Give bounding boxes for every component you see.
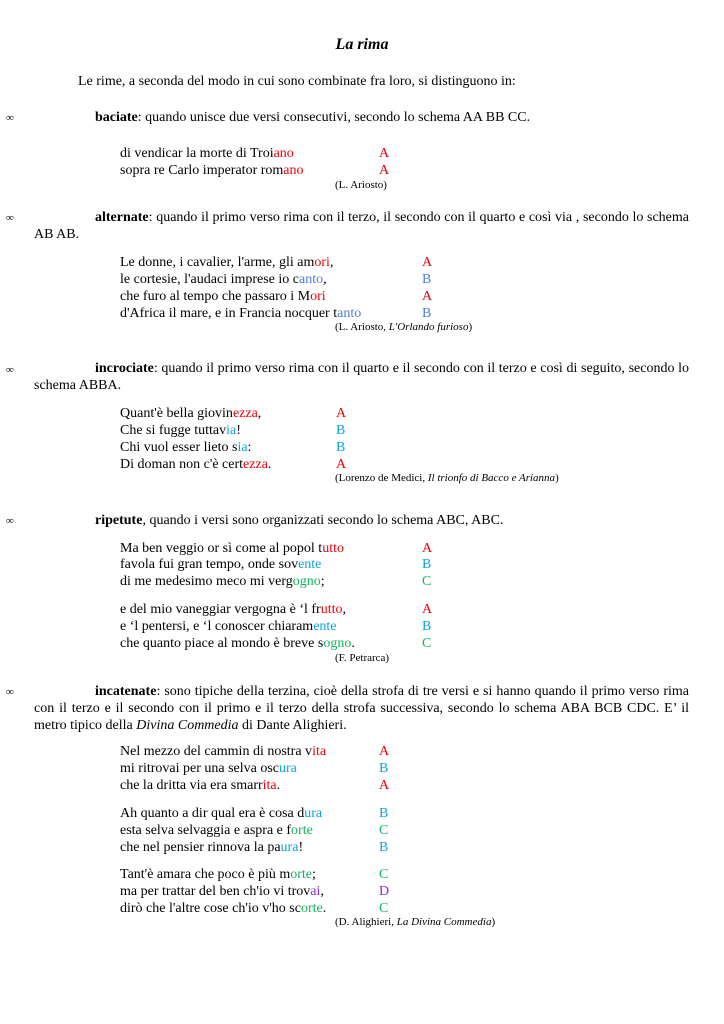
verse-line: Le donne, i cavalier, l'arme, gli amori, [120, 255, 334, 270]
verse-line: che nel pensier rinnova la paura! [120, 840, 304, 855]
verse-line: e ‘l pentersi, e ‘l conoscer chiaramente [120, 619, 337, 634]
verse-line: favola fui gran tempo, onde sovente [120, 557, 322, 572]
rhyme-letter: A [379, 778, 390, 793]
rhyme-ending: ente [313, 619, 337, 634]
intro-paragraph: Le rime, a seconda del modo in cui sono combinate fra loro, si distinguono in: [78, 74, 516, 89]
rhyme-letter: C [422, 636, 432, 651]
verse-line: Ma ben veggio or sì come al popol tutto [120, 541, 344, 556]
section-incatenate-heading: incatenate: sono tipiche della terzina, cioè della strofa di tre versi e si hanno quando il primo verso rima con il terzo e il secondo con il primo e il terzo della strofa successiva, secondo lo schema ABA BCB CDC. E’ il metro tipico della Divina Commedia di Dante Alighieri. [34, 684, 689, 733]
verse-line: Chi vuol esser lieto sia: [120, 440, 252, 455]
rhyme-ending: orte [290, 867, 313, 882]
rhyme-ending: utto [322, 541, 344, 556]
rhyme-letter: A [422, 255, 433, 270]
definition: : sono tipiche della terzina, cioè della strofa di tre versi e si hanno quando il primo verso rima con il terzo e il secondo con il primo e il terzo della strofa successiva, secondo lo schema ABA BCB CDC. E’ il metro tipico della [34, 684, 689, 733]
citation: (F. Petrarca) [335, 652, 390, 664]
bullet-icon: ∞ [6, 364, 14, 376]
page-title: La rima [335, 36, 389, 53]
rhyme-ending: utto [320, 602, 343, 617]
rhyme-ending: ogno [323, 636, 352, 651]
rhyme-ending: ori [310, 289, 326, 304]
rhyme-letter: B [422, 619, 432, 634]
bullet-icon: ∞ [6, 212, 14, 224]
verse-line: Tant'è amara che poco è più morte; [120, 867, 316, 882]
rhyme-ending: ura [280, 840, 299, 855]
verse-line: che quanto piace al mondo è breve sogno. [120, 636, 355, 651]
rhyme-letter: B [379, 840, 389, 855]
bullet-icon: ∞ [6, 686, 14, 698]
verse-line: le cortesie, l'audaci imprese io canto, [120, 272, 327, 287]
rhyme-letter: B [422, 557, 432, 572]
rhyme-letter: C [379, 901, 389, 916]
verse-line: dirò che l'altre cose ch'io v'ho scorte. [120, 901, 327, 916]
rhyme-ending: ita [262, 778, 277, 793]
rhyme-ending: ezza [243, 457, 268, 472]
rhyme-letter: B [336, 440, 346, 455]
rhyme-letter: C [422, 574, 432, 589]
rhyme-ending: ia [237, 440, 248, 455]
rhyme-ending: ente [298, 557, 322, 572]
bullet-icon: ∞ [6, 112, 14, 124]
rhyme-ending: orte [300, 901, 323, 916]
verse-line: Quant'è bella giovinezza, [120, 406, 262, 421]
verse-line: Di doman non c'è certezza. [120, 457, 272, 472]
section-alternate-heading [34, 209, 689, 243]
term: incrociate [95, 361, 154, 376]
section-ripetute-heading [34, 512, 689, 529]
rhyme-ending: ano [283, 163, 304, 178]
rhyme-letter: A [422, 289, 433, 304]
rhyme-letter: A [422, 541, 433, 556]
verse-line: di vendicar la morte di Troiano [120, 146, 294, 161]
citation: (D. Alighieri, La Divina Commedia) [335, 916, 496, 928]
verse-line: di me medesimo meco mi vergogno; [120, 574, 325, 589]
rhyme-letter: C [379, 867, 389, 882]
rhyme-letter: B [422, 306, 432, 321]
rhyme-ending: orte [291, 823, 313, 838]
verse-line: che la dritta via era smarrita. [120, 778, 281, 793]
rhyme-ending: ura [304, 806, 323, 821]
verse-line: ma per trattar del ben ch'io vi trovai, [120, 884, 324, 899]
rhyme-ending: ogno [292, 574, 321, 589]
section-baciate-heading [34, 109, 689, 126]
rhyme-ending: anto [299, 272, 324, 287]
verse-line: esta selva selvaggia e aspra e forte [120, 823, 313, 838]
rhyme-ending: ai [310, 884, 321, 899]
rhyme-letter: B [379, 806, 389, 821]
rhyme-ending: ia [226, 423, 237, 438]
verse-line: Che si fugge tuttavia! [120, 423, 241, 438]
rhyme-letter: B [422, 272, 432, 287]
rhyme-letter: A [379, 744, 390, 759]
term: alternate [95, 210, 149, 225]
term: incatenate [95, 684, 157, 699]
definition: , quando i versi sono organizzati secondo lo schema ABC, ABC. [142, 513, 504, 528]
rhyme-letter: A [379, 163, 390, 178]
term: ripetute [95, 513, 143, 528]
rhyme-ending: anto [337, 306, 362, 321]
rhyme-ending: ita [312, 744, 327, 759]
rhyme-letter: B [379, 761, 389, 776]
citation: (L. Ariosto, L'Orlando furioso) [335, 321, 473, 333]
rhyme-ending: ura [279, 761, 297, 776]
bullet-icon: ∞ [6, 515, 14, 527]
verse-line: che furo al tempo che passaro i Mori [120, 289, 326, 304]
citation: (Lorenzo de Medici, Il trionfo di Bacco e Arianna) [335, 472, 559, 484]
verse-line: Nel mezzo del cammin di nostra vita [120, 744, 327, 759]
verse-line: Ah quanto a dir qual era è cosa dura [120, 806, 323, 821]
definition: : quando il primo verso rima con il terzo, il secondo con il quarto e così via , secondo lo schema AB AB. [34, 210, 689, 242]
verse-line: sopra re Carlo imperator romano [120, 163, 304, 178]
rhyme-letter: D [379, 884, 390, 899]
section-incrociate-heading [34, 360, 689, 394]
citation: (L. Ariosto) [335, 179, 387, 191]
verse-line: e del mio vaneggiar vergogna è ‘l frutto, [120, 602, 346, 617]
rhyme-ending: ori [314, 255, 330, 270]
term: baciate [95, 110, 138, 125]
rhyme-letter: A [379, 146, 390, 161]
rhyme-letter: A [336, 406, 347, 421]
verse-line: d'Africa il mare, e in Francia nocquer tanto [120, 306, 362, 321]
rhyme-letter: A [422, 602, 433, 617]
work-title: Divina Commedia [136, 718, 239, 733]
rhyme-ending: ano [273, 146, 294, 161]
definition: : quando il primo verso rima con il quarto e il secondo con il terzo e così di seguito, secondo lo schema ABBA. [34, 361, 689, 393]
definition: : quando unisce due versi consecutivi, secondo lo schema AA BB CC. [137, 110, 531, 125]
rhyme-letter: A [336, 457, 347, 472]
rhyme-letter: B [336, 423, 346, 438]
rhyme-ending: ezza [232, 406, 258, 421]
rhyme-letter: C [379, 823, 389, 838]
verse-line: mi ritrovai per una selva oscura [120, 761, 297, 776]
